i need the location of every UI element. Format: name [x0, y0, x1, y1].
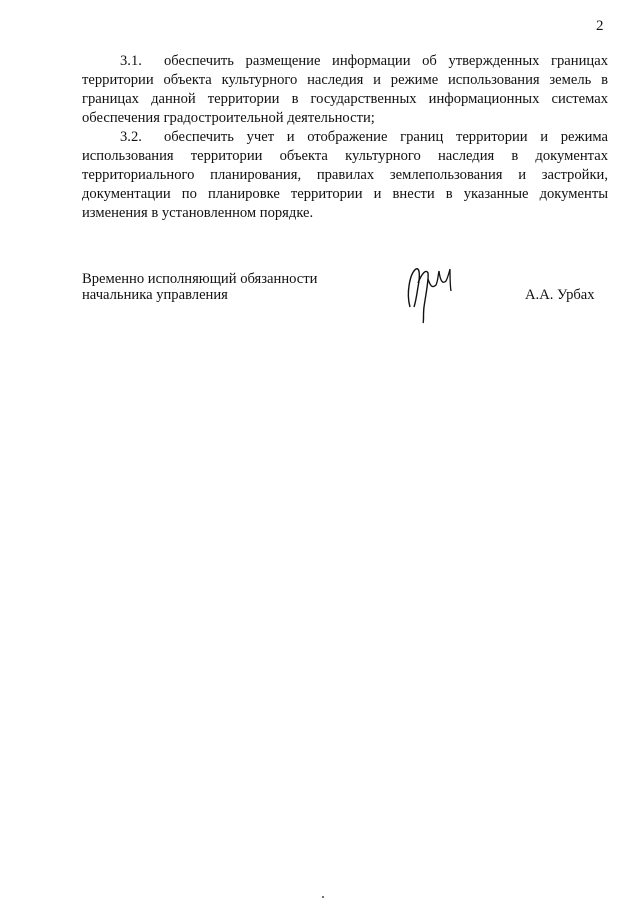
scan-speck	[322, 896, 324, 898]
item-text: обеспечить учет и отображение границ территории и режима использования территории объекта культурного наследия в документах территориального планирования, правилах землепользования и застройки, документации по планировке территории и внести в указанные документы изменения в установленном порядке.	[82, 129, 608, 221]
handwritten-signature	[400, 263, 460, 325]
document-body	[82, 52, 608, 223]
item-number: 3.1.	[120, 53, 142, 69]
position-line: начальника управления	[82, 287, 228, 303]
page-number: 2	[596, 18, 604, 34]
signatory-name: А.А. Урбах	[525, 287, 595, 303]
signature-block	[82, 271, 608, 331]
list-item	[82, 128, 608, 223]
item-number: 3.2.	[120, 129, 142, 145]
signatory-position	[82, 271, 317, 303]
list-item	[82, 52, 608, 128]
position-line: Временно исполняющий обязанности	[82, 271, 318, 287]
item-text: обеспечить размещение информации об утвержденных границах территории объекта культурного наследия и режиме использования земель в границах данной территории в государственных информационных системах обеспечения градостроительной деятельности;	[82, 53, 608, 126]
